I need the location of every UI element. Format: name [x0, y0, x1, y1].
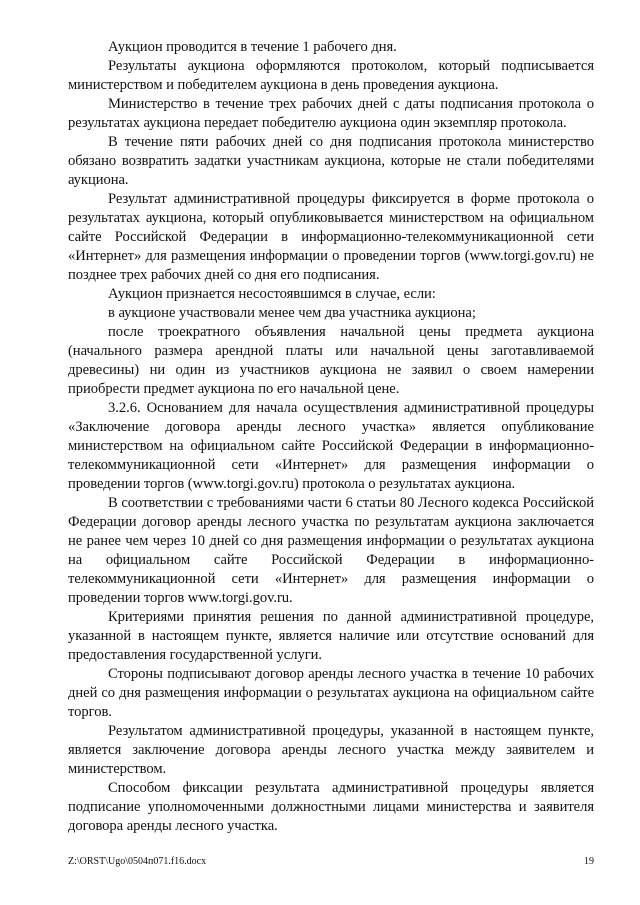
paragraph-signing-deadline: Стороны подписывают договор аренды лесного участка в течение 10 рабочих дней со дня размещения информации о результатах аукциона на официальном сайте торгов.: [68, 666, 594, 720]
page-number: 19: [584, 856, 594, 867]
paragraph-auction-failed: Аукцион признается несостоявшимся в случае, если:: [108, 286, 436, 302]
paragraph-protocol-transfer: Министерство в течение трех рабочих дней с даты подписания протокола о результатах аукциона передает победителю аукциона один экземпляр протокола.: [68, 96, 594, 131]
paragraph-auction-protocol: Результаты аукциона оформляются протоколом, который подписывается министерством и победителем аукциона в день проведения аукциона.: [68, 58, 594, 93]
paragraph-result-fixation: Способом фиксации результата административной процедуры является подписание уполномоченными должностными лицами министерства и заявителя договора аренды лесного участка.: [68, 780, 594, 834]
paragraph-too-few-participants: в аукционе участвовали менее чем два участника аукциона;: [108, 305, 476, 321]
paragraph-result-publication: Результат административной процедуры фиксируется в форме протокола о результатах аукциона, который опубликовывается министерством на официальном сайте Российской Федерации в информационно-телекоммуникационной сети «Интернет» для размещения информации о проведении торгов (www.torgi.gov.ru) не позднее трех рабочих дней со дня его подписания.: [68, 191, 594, 283]
paragraph-decision-criteria: Критериями принятия решения по данной административной процедуре, указанной в настоящем пункте, является наличие или отсутствие оснований для предоставления государственной услуги.: [68, 609, 594, 663]
page-footer: [68, 855, 594, 869]
paragraph-no-bids: после троекратного объявления начальной цены предмета аукциона (начального размера арендной платы или начальной цены заготавливаемой древесины) ни один из участников аукциона не заявил о своем намерении приобрести предмет аукциона по его начальной цене.: [68, 324, 594, 397]
paragraph-section-3-2-6: 3.2.6. Основанием для начала осуществления административной процедуры «Заключение договора аренды лесного участка» является опубликование министерством на официальном сайте Российской Федерации в информационно-телекоммуникационной сети «Интернет» для размещения информации о проведении торгов (www.torgi.gov.ru) протокола о результатах аукциона.: [68, 400, 594, 492]
paragraph-forest-code: В соответствии с требованиями части 6 статьи 80 Лесного кодекса Российской Федерации договор аренды лесного участка по результатам аукциона заключается не ранее чем через 10 дней со дня размещения информации о результатах аукциона на официальном сайте Российской Федерации в информационно-телекоммуникационной сети «Интернет» для размещения информации о проведении торгов www.torgi.gov.ru.: [68, 495, 594, 606]
paragraph-procedure-result: Результатом административной процедуры, указанной в настоящем пункте, является заключение договора аренды лесного участка между заявителем и министерством.: [68, 723, 594, 777]
paragraph-deposit-return: В течение пяти рабочих дней со дня подписания протокола министерство обязано возвратить задатки участникам аукциона, которые не стали победителями аукциона.: [68, 134, 594, 188]
paragraph-auction-duration: Аукцион проводится в течение 1 рабочего дня.: [108, 39, 397, 55]
document-body: [68, 38, 594, 836]
footer-file-path: Z:\ORST\Ugo\0504п071.f16.docx: [68, 856, 207, 867]
